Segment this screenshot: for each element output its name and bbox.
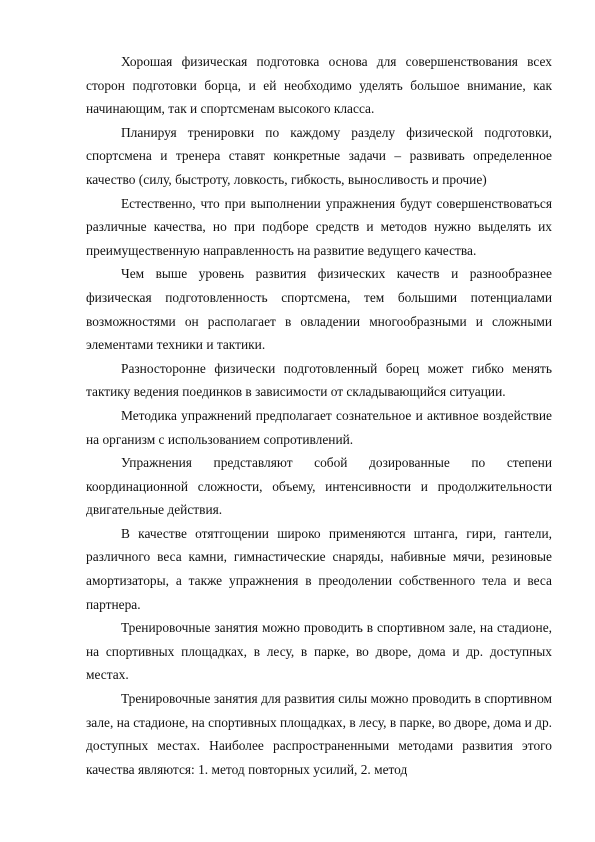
paragraph-3: Естественно, что при выполнении упражнения будут совершенствоваться различные качества, но при подборе средств и методов нужно выделять их преимущественную направленность на развитие ведущего качества. (86, 195, 552, 258)
paragraph-9: Тренировочные занятия можно проводить в спортивном зале, на стадионе, на спортивных площадках, в лесу, в парке, во дворе, дома и др. доступных местах. (86, 620, 552, 683)
paragraph-2: Планируя тренировки по каждому разделу физической подготовки, спортсмена и тренера ставят конкретные задачи – развивать определенное качество (силу, быстроту, ловкость, гибкость, выносливость и прочие) (86, 124, 552, 187)
paragraph-10: Тренировочные занятия для развития силы можно проводить в спортивном зале, на стадионе, на спортивных площадках, в лесу, в парке, во дворе, дома и др. доступных местах. Наиболее распространенными методами развития этого качества являются: 1. метод повторных усилий, 2. метод (86, 691, 552, 777)
document-body (86, 50, 552, 781)
paragraph-4: Чем выше уровень развития физических качеств и разнообразнее физическая подготовленность спортсмена, тем большими потенциалами возможностями он располагает в овладении многообразными и сложными элементами техники и тактики. (86, 266, 552, 353)
paragraph-8: В качестве отятгощении широко применяются штанга, гири, гантели, различного веса камни, гимнастические снаряды, набивные мячи, резиновые амортизаторы, а также упражнения в преодолении собственного тела и веса партнера. (86, 525, 552, 612)
paragraph-1: Хорошая физическая подготовка основа для совершенствования всех сторон подготовки борца, и ей необходимо уделять большое внимание, как начинающим, так и спортсменам высокого класса. (86, 54, 552, 117)
paragraph-7: Упражнения представляют собой дозированные по степени координационной сложности, объему, интенсивности и продолжительности двигательные действия. (86, 455, 552, 518)
paragraph-5: Разносторонне физически подготовленный борец может гибко менять тактику ведения поединков в зависимости от складывающийся ситуации. (86, 360, 552, 400)
paragraph-6: Методика упражнений предполагает сознательное и активное воздействие на организм с использованием сопротивлений. (86, 407, 552, 447)
